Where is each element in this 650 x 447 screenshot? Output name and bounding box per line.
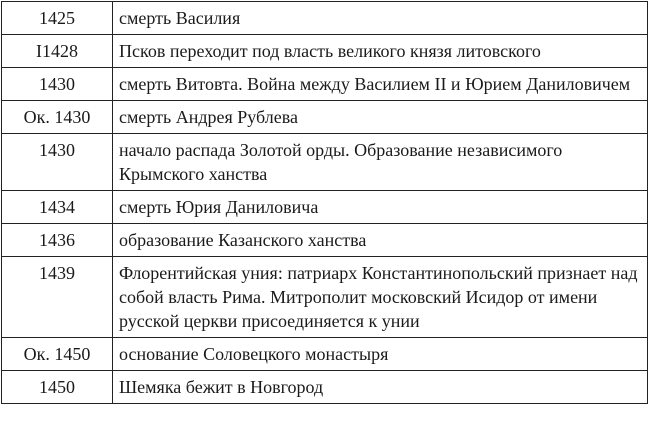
year-cell: 1436 [2,224,113,257]
year-cell: I1428 [2,35,113,68]
table-row [2,134,648,191]
event-cell: основание Соловецкого монастыря [113,338,648,371]
event-cell: начало распада Золотой орды. Образование независимого Крымского ханства [113,134,648,191]
event-cell: Псков переходит под власть великого князя литовского [113,35,648,68]
table-row [2,257,648,338]
year-cell: 1425 [2,2,113,35]
event-cell: смерть Витовта. Война между Василием II и Юрием Даниловичем [113,68,648,101]
year-cell: 1434 [2,191,113,224]
table-row [2,101,648,134]
table-row [2,224,648,257]
event-cell: Флорентийская уния: патриарх Константинопольский признает над собой власть Рима. Митрополит московский Исидор от имени русской церкви присоединяется к унии [113,257,648,338]
chronology-table [1,1,648,404]
table-row [2,68,648,101]
event-cell: смерть Василия [113,2,648,35]
table-row [2,191,648,224]
event-cell: Шемяка бежит в Новгород [113,371,648,404]
year-cell: 1430 [2,68,113,101]
table-row [2,2,648,35]
table-row [2,35,648,68]
year-cell: 1439 [2,257,113,338]
year-cell: 1430 [2,134,113,191]
year-cell: 1450 [2,371,113,404]
event-cell: смерть Андрея Рублева [113,101,648,134]
event-cell: образование Казанского ханства [113,224,648,257]
year-cell: Ок. 1430 [2,101,113,134]
table-row [2,371,648,404]
event-cell: смерть Юрия Даниловича [113,191,648,224]
year-cell: Ок. 1450 [2,338,113,371]
table-row [2,338,648,371]
